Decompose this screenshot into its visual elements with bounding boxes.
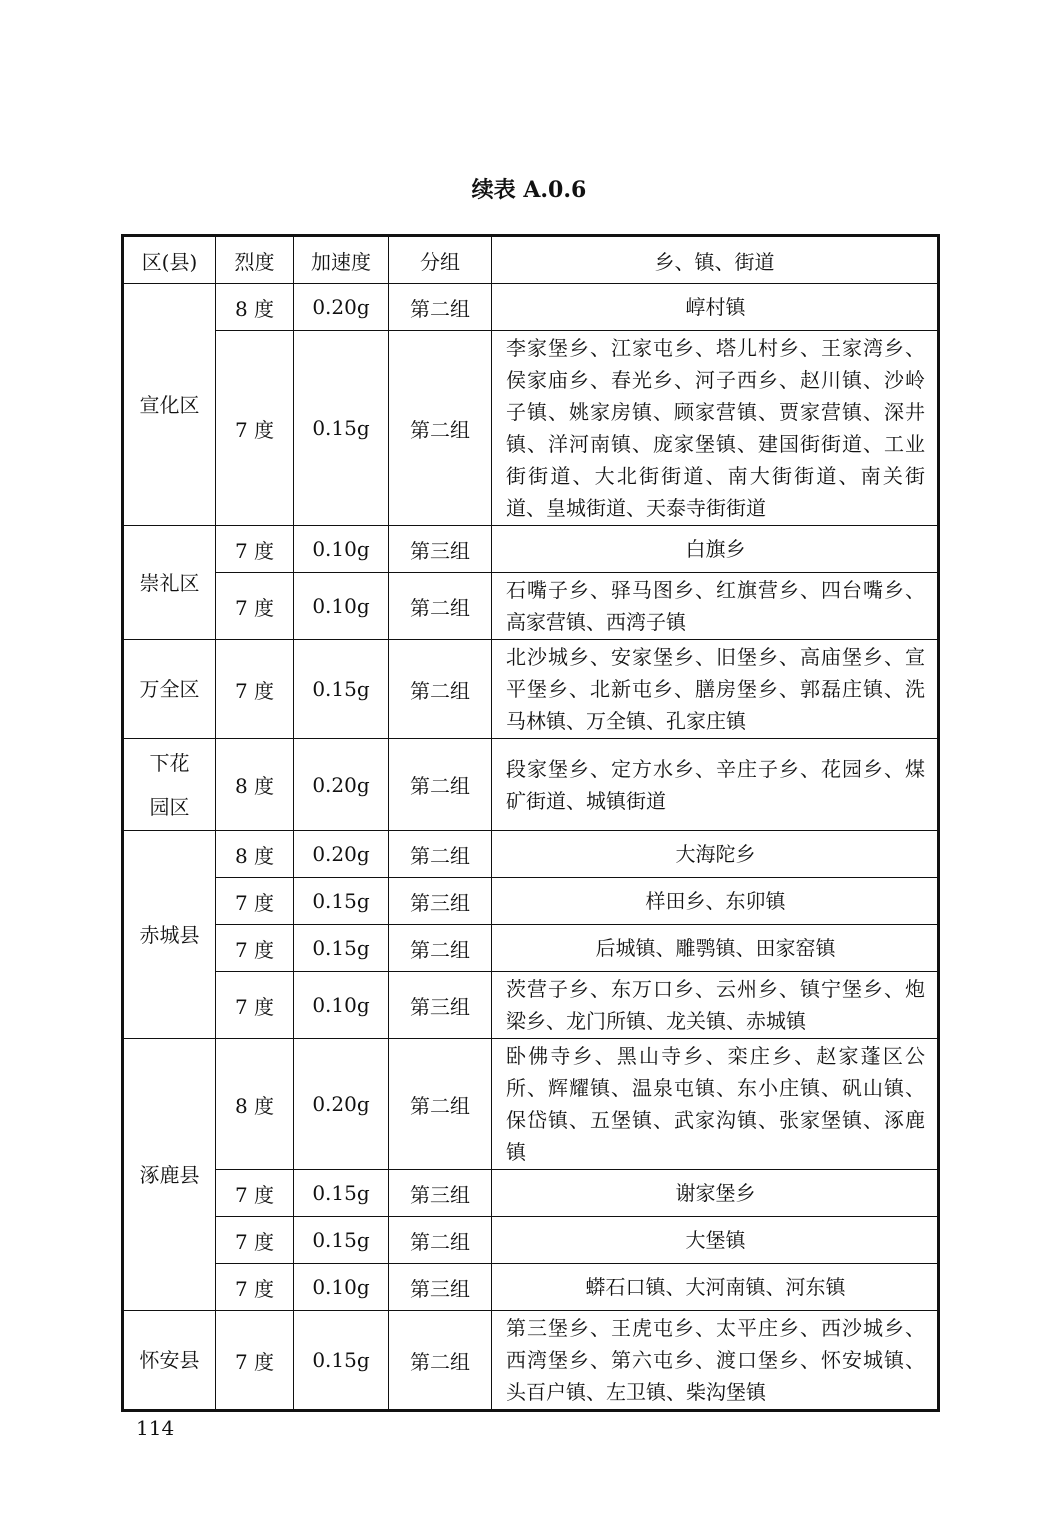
acceleration-cell: 0.20g (294, 1039, 389, 1170)
intensity-cell: 7 度 (216, 1264, 294, 1311)
acceleration-cell: 0.20g (294, 831, 389, 878)
towns-cell: 第三堡乡、王虎屯乡、太平庄乡、西沙城乡、西湾堡乡、第六屯乡、渡口堡乡、怀安城镇、头百户镇、左卫镇、柴沟堡镇 (492, 1311, 939, 1411)
towns-cell: 大堡镇 (492, 1217, 939, 1264)
district-cell: 下花 园区 (123, 739, 216, 831)
table-row (123, 284, 939, 331)
acceleration-cell: 0.15g (294, 1311, 389, 1411)
intensity-cell: 7 度 (216, 331, 294, 526)
intensity-cell: 8 度 (216, 284, 294, 331)
intensity-cell: 7 度 (216, 640, 294, 739)
acceleration-cell: 0.15g (294, 925, 389, 972)
group-cell: 第三组 (389, 972, 492, 1039)
towns-cell: 李家堡乡、江家屯乡、塔儿村乡、王家湾乡、侯家庙乡、春光乡、河子西乡、赵川镇、沙岭子镇、姚家房镇、顾家营镇、贾家营镇、深井镇、洋河南镇、庞家堡镇、建国街街道、工业街街道、大北街街道、南大街街道、南关街道、皇城街道、天泰寺街街道 (492, 331, 939, 526)
group-cell: 第二组 (389, 739, 492, 831)
district-cell: 崇礼区 (123, 526, 216, 640)
table-row (123, 1039, 939, 1170)
table-header-row (123, 236, 939, 284)
towns-cell: 后城镇、雕鹗镇、田家窑镇 (492, 925, 939, 972)
group-cell: 第三组 (389, 878, 492, 925)
acceleration-cell: 0.15g (294, 1170, 389, 1217)
acceleration-cell: 0.10g (294, 972, 389, 1039)
acceleration-cell: 0.15g (294, 1217, 389, 1264)
intensity-cell: 8 度 (216, 1039, 294, 1170)
group-cell: 第二组 (389, 331, 492, 526)
acceleration-cell: 0.15g (294, 878, 389, 925)
table-row (123, 925, 939, 972)
district-cell: 怀安县 (123, 1311, 216, 1411)
district-cell: 赤城县 (123, 831, 216, 1039)
district-cell: 宣化区 (123, 284, 216, 526)
table-row (123, 526, 939, 573)
intensity-cell: 7 度 (216, 1311, 294, 1411)
towns-cell: 大海陀乡 (492, 831, 939, 878)
acceleration-cell: 0.15g (294, 640, 389, 739)
acceleration-cell: 0.10g (294, 526, 389, 573)
header-towns: 乡、镇、街道 (492, 236, 939, 284)
group-cell: 第三组 (389, 526, 492, 573)
group-cell: 第二组 (389, 1217, 492, 1264)
table-row (123, 739, 939, 831)
group-cell: 第二组 (389, 925, 492, 972)
table-row (123, 573, 939, 640)
table-row (123, 1217, 939, 1264)
group-cell: 第二组 (389, 1039, 492, 1170)
group-cell: 第二组 (389, 284, 492, 331)
towns-cell: 卧佛寺乡、黑山寺乡、栾庄乡、赵家蓬区公所、辉耀镇、温泉屯镇、东小庄镇、矾山镇、保岱镇、五堡镇、武家沟镇、张家堡镇、涿鹿镇 (492, 1039, 939, 1170)
intensity-cell: 7 度 (216, 925, 294, 972)
intensity-cell: 7 度 (216, 573, 294, 640)
towns-cell: 段家堡乡、定方水乡、辛庄子乡、花园乡、煤矿街道、城镇街道 (492, 739, 939, 831)
towns-cell: 北沙城乡、安家堡乡、旧堡乡、高庙堡乡、宣平堡乡、北新屯乡、膳房堡乡、郭磊庄镇、洗马林镇、万全镇、孔家庄镇 (492, 640, 939, 739)
district-cell: 万全区 (123, 640, 216, 739)
acceleration-cell: 0.10g (294, 1264, 389, 1311)
intensity-cell: 7 度 (216, 1170, 294, 1217)
towns-cell: 白旗乡 (492, 526, 939, 573)
table-row (123, 640, 939, 739)
intensity-cell: 7 度 (216, 1217, 294, 1264)
intensity-cell: 7 度 (216, 526, 294, 573)
group-cell: 第二组 (389, 573, 492, 640)
header-group: 分组 (389, 236, 492, 284)
group-cell: 第二组 (389, 640, 492, 739)
towns-cell: 崞村镇 (492, 284, 939, 331)
table-row (123, 831, 939, 878)
table-row (123, 1264, 939, 1311)
intensity-cell: 8 度 (216, 739, 294, 831)
header-district: 区(县) (123, 236, 216, 284)
group-cell: 第三组 (389, 1170, 492, 1217)
table-row (123, 1311, 939, 1411)
towns-cell: 蟒石口镇、大河南镇、河东镇 (492, 1264, 939, 1311)
table-row (123, 1170, 939, 1217)
intensity-cell: 7 度 (216, 972, 294, 1039)
acceleration-cell: 0.20g (294, 284, 389, 331)
header-acceleration: 加速度 (294, 236, 389, 284)
group-cell: 第二组 (389, 1311, 492, 1411)
acceleration-cell: 0.15g (294, 331, 389, 526)
intensity-cell: 8 度 (216, 831, 294, 878)
page-number: 114 (136, 1416, 175, 1440)
seismic-zoning-table (121, 234, 940, 1412)
acceleration-cell: 0.10g (294, 573, 389, 640)
towns-cell: 茨营子乡、东万口乡、云州乡、镇宁堡乡、炮梁乡、龙门所镇、龙关镇、赤城镇 (492, 972, 939, 1039)
acceleration-cell: 0.20g (294, 739, 389, 831)
table-title: 续表 A.0.6 (471, 177, 587, 203)
table-row (123, 878, 939, 925)
intensity-cell: 7 度 (216, 878, 294, 925)
district-cell: 涿鹿县 (123, 1039, 216, 1311)
table-row (123, 331, 939, 526)
group-cell: 第二组 (389, 831, 492, 878)
towns-cell: 石嘴子乡、驿马图乡、红旗营乡、四台嘴乡、高家营镇、西湾子镇 (492, 573, 939, 640)
towns-cell: 样田乡、东卯镇 (492, 878, 939, 925)
towns-cell: 谢家堡乡 (492, 1170, 939, 1217)
table-body (123, 284, 939, 1411)
table-row (123, 972, 939, 1039)
group-cell: 第三组 (389, 1264, 492, 1311)
header-intensity: 烈度 (216, 236, 294, 284)
